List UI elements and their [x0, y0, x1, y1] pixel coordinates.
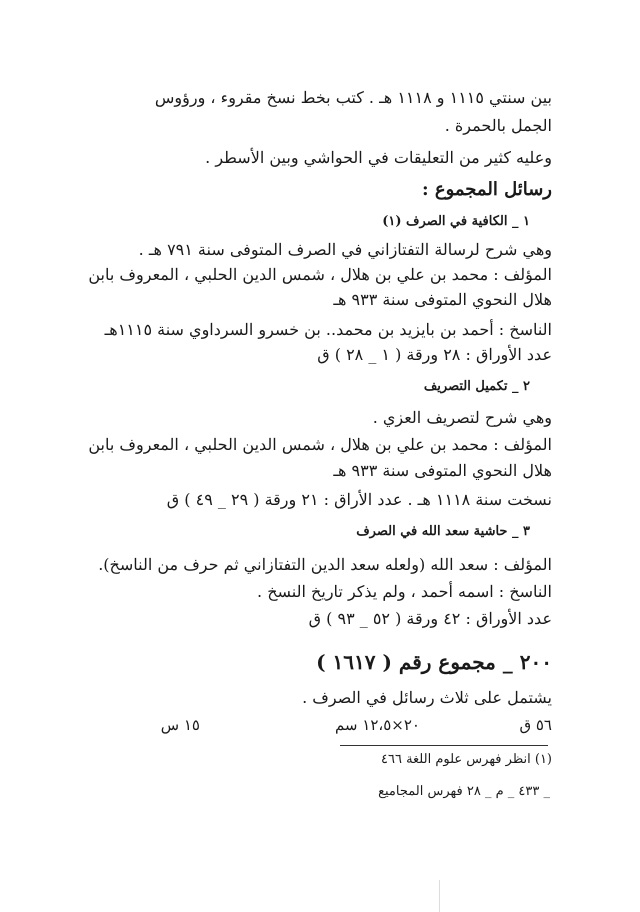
item-line: الناسخ : اسمه أحمد ، ولم يذكر تاريخ النسخ . [257, 582, 552, 601]
collection-description: يشتمل على ثلاث رسائل في الصرف . [302, 688, 552, 707]
section-heading: رسائل المجموع : [421, 179, 552, 200]
item-line: نسخت سنة ١١١٨ هـ . عدد الأراق : ٢١ ورقة ( ٢٩ _ ٤٩ ) ق [166, 490, 552, 509]
item-line: وهي شرح لتصريف العزي . [372, 408, 552, 427]
collection-heading: ٢٠٠ _ مجموع رقم ( ١٦١٧ ) [316, 650, 552, 674]
item-title: ٣ _ حاشية سعد الله في الصرف [356, 524, 530, 539]
body-line: بين سنتي ١١١٥ و ١١١٨ هـ . كتب بخط نسخ مقروء ، ورؤوس [154, 88, 552, 107]
body-line: الجمل بالحمرة . [444, 116, 552, 135]
item-line: وهي شرح لرسالة التفتازاني في الصرف المتوفى سنة ٧٩١ هـ . [138, 240, 552, 259]
body-line: وعليه كثير من التعليقات في الحواشي وبين الأسطر . [205, 148, 552, 167]
footnote-divider [340, 745, 548, 746]
item-line: عدد الأوراق : ٢٨ ورقة ( ١ _ ٢٨ ) ق [317, 345, 552, 364]
meta-leaves: ٥٦ ق [519, 716, 552, 734]
item-line: المؤلف : سعد الله (ولعله سعد الدين التفتازاني ثم حرف من الناسخ). [98, 555, 552, 574]
scan-edge [439, 880, 640, 912]
page-footer: _ ٤٣٣ _ م _ ٢٨ فهرس المجاميع [378, 784, 550, 799]
footnote: (١) انظر فهرس علوم اللغة ٤٦٦ [380, 752, 552, 767]
item-title: ١ _ الكافية في الصرف (١) [382, 214, 530, 229]
item-line: المؤلف : محمد بن علي بن هلال ، شمس الدين الحلبي ، المعروف بابن [88, 265, 552, 284]
item-line: عدد الأوراق : ٤٢ ورقة ( ٥٢ _ ٩٣ ) ق [308, 609, 552, 628]
item-line: هلال النحوي المتوفى سنة ٩٣٣ هـ [333, 290, 552, 309]
item-line: هلال النحوي المتوفى سنة ٩٣٣ هـ [333, 461, 552, 480]
item-title: ٢ _ تكميل التصريف [423, 379, 530, 394]
meta-lines: ١٥ س [160, 716, 200, 734]
item-line: المؤلف : محمد بن علي بن هلال ، شمس الدين الحلبي ، المعروف بابن [88, 435, 552, 454]
item-line: الناسخ : أحمد بن بايزيد بن محمد.. بن خسرو السرداوي سنة ١١١٥هـ [104, 320, 552, 339]
meta-size: ٢٠×١٢،٥ سم [334, 716, 420, 734]
